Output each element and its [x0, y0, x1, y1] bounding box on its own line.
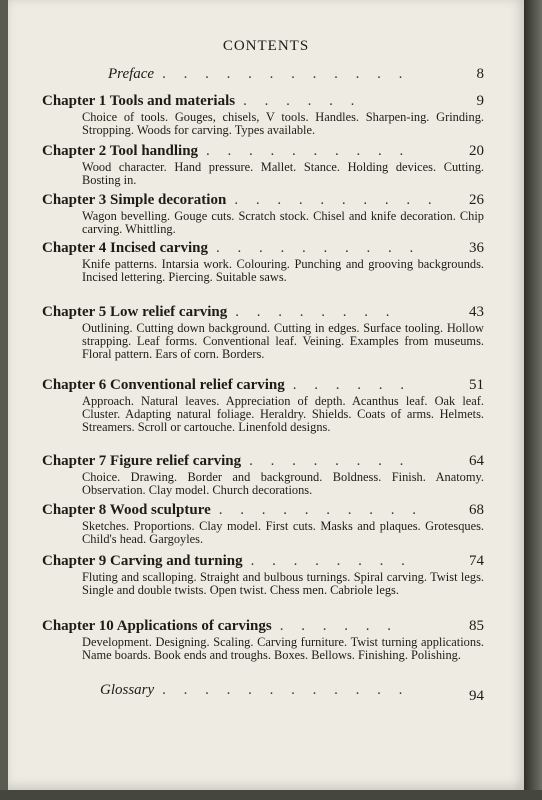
leader-dots: . . . . . . . . — [249, 453, 411, 469]
page-number: 20 — [469, 143, 484, 159]
page-number: 43 — [469, 304, 484, 320]
chapter-title: Chapter 10 Applications of carvings — [42, 618, 272, 634]
page-number: 85 — [469, 618, 484, 634]
preface-label: Preface — [108, 66, 155, 82]
chapter-entry — [42, 553, 484, 597]
chapter-description: Sketches. Proportions. Clay model. First cuts. Masks and plaques. Grotesques. Child's head. Gargoyles. — [82, 519, 484, 546]
leader-dots: . . . . . . . . . . — [206, 143, 411, 159]
chapter-description: Choice. Drawing. Border and background. Boldness. Finish. Anatomy. Observation. Clay model. Church decorations. — [82, 470, 484, 497]
leader-dots: . . . . . . — [243, 93, 362, 109]
chapter-entry — [42, 502, 484, 546]
leader-dots: . . . . . . . . — [235, 304, 397, 320]
chapter-entry — [42, 377, 484, 434]
chapter-entry — [42, 304, 484, 361]
surface-below-page — [0, 790, 542, 800]
chapter-title: Chapter 2 Tool handling — [42, 143, 199, 159]
chapter-description: Outlining. Cutting down background. Cutting in edges. Surface tooling. Hollow strapping. Leaf forms. Conventional leaf. Veining. Examples from museums. Floral pattern. Ears of corn. Borders. — [82, 321, 484, 361]
page-number: 68 — [469, 502, 484, 518]
book-page — [8, 0, 524, 790]
chapter-entry — [42, 618, 484, 662]
leader-dots: . . . . . . — [292, 377, 412, 393]
preface-entry — [42, 66, 484, 83]
chapter-title: Chapter 3 Simple decoration — [42, 192, 227, 208]
chapter-title: Chapter 9 Carving and turning — [42, 553, 243, 569]
leader-dots: . . . . . . . . . . — [215, 240, 421, 256]
leader-dots: . . . . . . . . — [250, 553, 412, 569]
page-number: 51 — [469, 377, 484, 393]
chapter-title: Chapter 8 Wood sculpture — [42, 502, 211, 518]
leader-dots: . . . . . . — [279, 618, 398, 634]
leader-dots: . . . . . . . . . . . . — [162, 682, 410, 698]
glossary-label: Glossary — [100, 682, 155, 698]
chapter-description: Wagon bevelling. Gouge cuts. Scratch stock. Chisel and knife decoration. Chip carving. Whittling. — [82, 209, 484, 236]
chapter-description: Wood character. Hand pressure. Mallet. Stance. Holding devices. Cutting. Bosting in. — [82, 160, 484, 187]
chapter-entry — [42, 240, 484, 284]
book-edge — [524, 0, 542, 800]
leader-dots: . . . . . . . . . . — [234, 192, 439, 208]
glossary-entry — [42, 682, 484, 704]
chapter-title: Chapter 7 Figure relief carving — [42, 453, 242, 469]
chapter-entry — [42, 453, 484, 497]
chapter-description: Development. Designing. Scaling. Carving furniture. Twist turning applications. Name boards. Book ends and troughs. Boxes. Bellows. Finishing. Polishing. — [82, 635, 484, 662]
chapter-entry — [42, 192, 484, 236]
chapter-description: Choice of tools. Gouges, chisels, V tools. Handles. Sharpen-ing. Grinding. Stropping. Woods for carving. Types available. — [82, 110, 484, 137]
chapter-entry — [42, 143, 484, 187]
chapter-title: Chapter 6 Conventional relief carving — [42, 377, 285, 393]
chapter-title: Chapter 1 Tools and materials — [42, 93, 236, 109]
chapter-title: Chapter 4 Incised carving — [42, 240, 208, 256]
page-number: 36 — [469, 240, 484, 256]
page-number: 64 — [469, 453, 484, 469]
chapter-description: Fluting and scalloping. Straight and bulbous turnings. Spiral carving. Twist legs. Single and double twists. Open twist. Chess men. Cabriole legs. — [82, 570, 484, 597]
page-number: 8 — [476, 66, 484, 82]
page-number: 94 — [469, 688, 484, 704]
page-number: 26 — [469, 192, 484, 208]
leader-dots: . . . . . . . . . . — [218, 502, 424, 518]
leader-dots: . . . . . . . . . . . . — [162, 66, 410, 82]
chapter-title: Chapter 5 Low relief carving — [42, 304, 228, 320]
chapter-description: Approach. Natural leaves. Appreciation of depth. Acanthus leaf. Oak leaf. Cluster. Adapting natural foliage. Heraldry. Shields. Coats of arms. Helmets. Streamers. Scroll or cartouche. Linenfold designs. — [82, 394, 484, 434]
chapter-description: Knife patterns. Intarsia work. Colouring. Punching and grooving backgrounds. Incised lettering. Piercing. Suitable saws. — [82, 257, 484, 284]
page-number: 9 — [476, 93, 484, 109]
chapter-entry — [42, 93, 484, 137]
page-number: 74 — [469, 553, 484, 569]
contents-heading: CONTENTS — [222, 38, 310, 54]
